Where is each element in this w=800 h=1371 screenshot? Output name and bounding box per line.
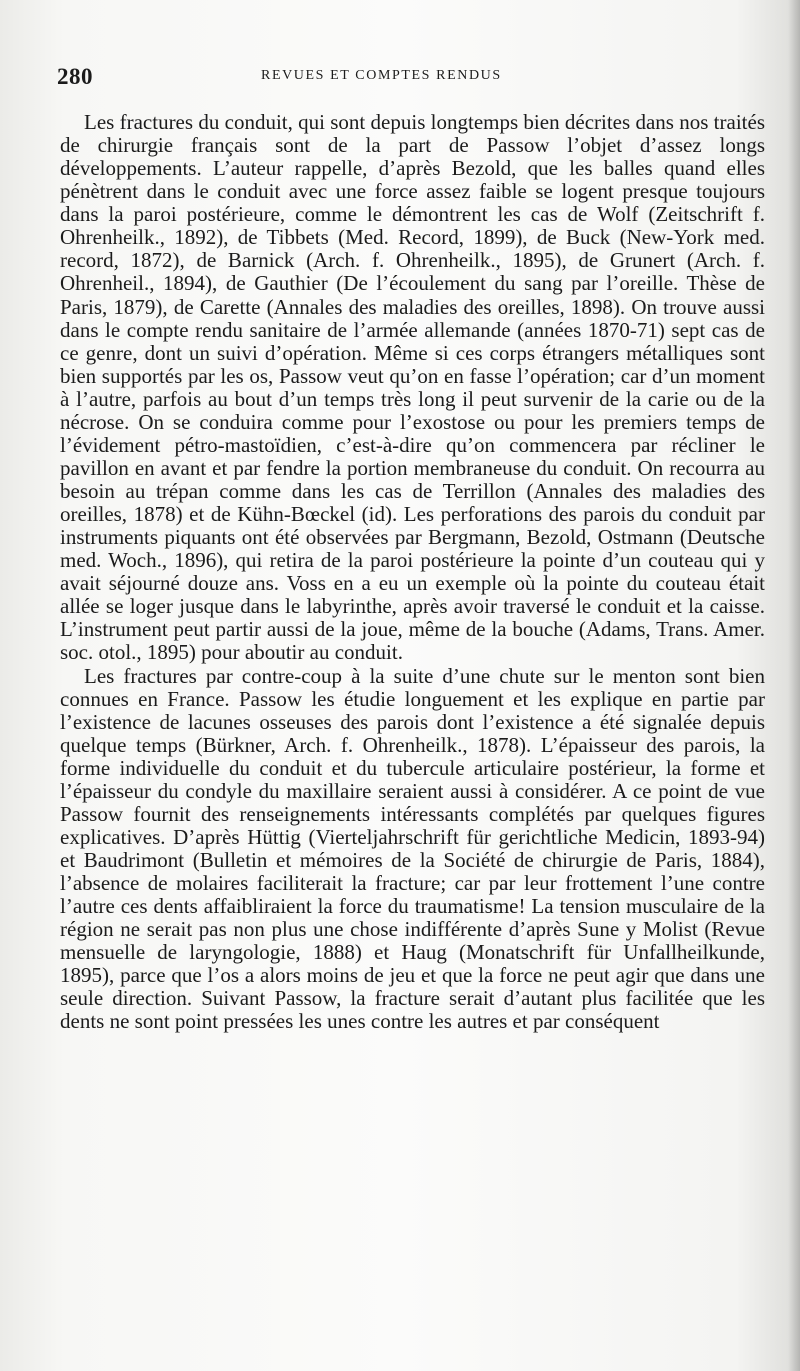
page-number: 280	[57, 64, 93, 89]
binding-shadow	[788, 0, 800, 1371]
body-text	[60, 111, 765, 1034]
paragraph: Les fractures du conduit, qui sont depuis longtemps bien décrites dans nos traités de chirurgie français sont de la part de Passow l’objet d’assez longs développements. L’auteur rappelle, d’après Bezold, que les balles quand elles pénètrent dans le conduit avec une force assez faible se logent presque toujours dans la paroi postérieure, comme le démontrent les cas de Wolf (Zeitschrift f. Ohrenheilk., 1892), de Tibbets (Med. Record, 1899), de Buck (New-York med. record, 1872), de Barnick (Arch. f. Ohrenheilk., 1895), de Grunert (Arch. f. Ohrenheil., 1894), de Gauthier (De l’écoulement du sang par l’oreille. Thèse de Paris, 1879), de Carette (Annales des maladies des oreilles, 1898). On trouve aussi dans le compte rendu sanitaire de l’armée allemande (années 1870-71) sept cas de ce genre, dont un suivi d’opération. Même si ces corps étrangers métalliques sont bien supportés par les os, Passow veut qu’on en fasse l’opération; car d’un moment à l’autre, parfois au bout d’un temps très long il peut survenir de la carie ou de la nécrose. On se conduira comme pour l’exostose ou pour les premiers temps de l’évidement pétro-mastoïdien, c’est-à-dire qu’on commencera par récliner le pavillon en avant et par fendre la portion membraneuse du conduit. On recourra au besoin au trépan comme dans les cas de Terrillon (Annales des maladies des oreilles, 1878) et de Kühn-Bœckel (id). Les perforations des parois du conduit par instruments piquants ont été observées par Bergmann, Bezold, Ostmann (Deutsche med. Woch., 1896), qui retira de la paroi postérieure la pointe d’un couteau qui y avait séjourné douze ans. Voss en a eu un exemple où la pointe du couteau était allée se loger jusque dans le labyrinthe, après avoir traversé le conduit et la caisse. L’instrument peut partir aussi de la joue, même de la bouche (Adams, Trans. Amer. soc. otol., 1895) pour aboutir au conduit.	[60, 110, 765, 665]
paragraph: Les fractures par contre-coup à la suite d’une chute sur le menton sont bien connues en France. Passow les étudie longuement et les explique en partie par l’existence de lacunes osseuses des parois dont l’existence a été signalée depuis quelque temps (Bürkner, Arch. f. Ohrenheilk., 1878). L’épaisseur des parois, la forme individuelle du conduit et du tubercule articulaire postérieur, la forme et l’épaisseur du condyle du maxillaire seraient aussi à considérer. A ce point de vue Passow fournit des renseignements intéressants complétés par quelques figures explicatives. D’après Hüttig (Vierteljahrschrift für gerichtliche Medicin, 1893-94) et Baudrimont (Bulletin et mémoires de la Société de chirurgie de Paris, 1884), l’absence de molaires faciliterait la fracture; car par leur frottement l’une contre l’autre ces dents affaibliraient la force du traumatisme! La tension musculaire de la région ne serait pas non plus une chose indifférente d’après Sune y Molist (Revue mensuelle de laryngologie, 1888) et Haug (Monatschrift für Unfallheilkunde, 1895), parce que l’os a alors moins de jeu et que la force ne peut agir que dans une seule direction. Suivant Passow, la fracture serait d’autant plus facilitée que les dents ne sont point pressées les unes contre les autres et par conséquent	[60, 663, 765, 1034]
running-title: REVUES ET COMPTES RENDUS	[261, 68, 502, 83]
